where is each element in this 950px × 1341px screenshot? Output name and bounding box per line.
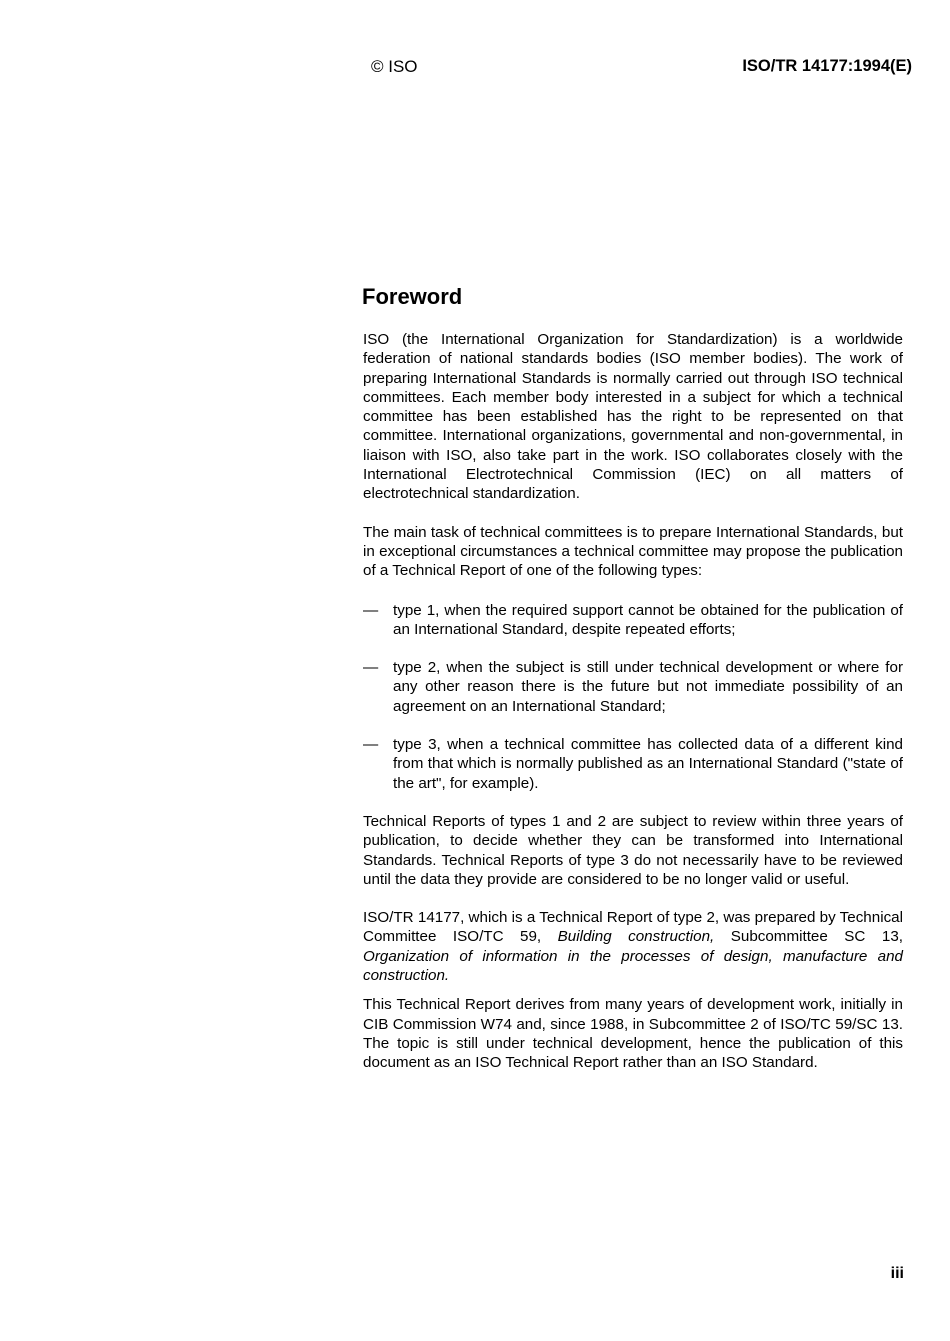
paragraph-preparation: [363, 908, 903, 985]
foreword-body: [363, 330, 903, 1073]
subcommittee-title: Organization of information in the processes of design, manufacture and construction.: [363, 947, 903, 985]
paragraph-committee-task: The main task of technical committees is to prepare International Standards, but in exceptional circumstances a technical committee may propose the publication of a Technical Report of one of the following types:: [363, 523, 903, 580]
page-number: iii: [890, 1265, 904, 1282]
dash-bullet: —: [363, 736, 379, 754]
dash-bullet: —: [363, 601, 379, 619]
list-item-text: type 3, when a technical committee has collected data of a different kind from that which is normally published as an International Standard ("state of the art", for example).: [393, 736, 903, 792]
list-item-type-1: [363, 601, 903, 640]
list-item-text: type 2, when the subject is still under technical development or where for any other reason there is the future but not immediate possibility of an agreement on an International Standard;: [393, 659, 903, 715]
dash-bullet: —: [363, 659, 379, 677]
list-item-type-3: [363, 735, 903, 793]
list-item-text: type 1, when the required support cannot be obtained for the publication of an International Standard, despite repeated efforts;: [393, 601, 903, 638]
committee-title: Building construction,: [557, 928, 715, 946]
document-id-header: ISO/TR 14177:1994(E): [742, 57, 912, 75]
subcommittee-text: Subcommittee SC 13,: [714, 928, 903, 946]
paragraph-background: This Technical Report derives from many years of development work, initially in CIB Commission W74 and, since 1988, in Subcommittee 2 of ISO/TC 59/SC 13. The topic is still under technical development, hence the publication of this document as an ISO Technical Report rather than an ISO Standard.: [363, 996, 903, 1072]
report-types-list: [363, 601, 903, 793]
list-item-type-2: [363, 658, 903, 716]
paragraph-review-policy: Technical Reports of types 1 and 2 are subject to review within three years of publication, to decide whether they can be transformed into International Standards. Technical Reports of type 3 do not necessarily have to be reviewed until the data they provide are considered to be no longer valid or useful.: [363, 812, 903, 888]
copyright-header: © ISO: [371, 57, 418, 76]
paragraph-iso-intro: ISO (the International Organization for Standardization) is a worldwide federation of national standards bodies (ISO member bodies). The work of preparing International Standards is normally carried out through ISO technical committees. Each member body interested in a subject for which a technical committee has been established has the right to be represented on that committee. International organizations, governmental and non-governmental, in liaison with ISO, also take part in the work. ISO collaborates closely with the International Electrotechnical Commission (IEC) on all matters of electrotechnical standardization.: [363, 331, 903, 503]
foreword-heading: Foreword: [362, 284, 463, 309]
preparation-text: ISO/TR 14177, which is a Technical Report of type 2, was prepared by Technical Committee ISO/TC 59,: [363, 909, 903, 946]
